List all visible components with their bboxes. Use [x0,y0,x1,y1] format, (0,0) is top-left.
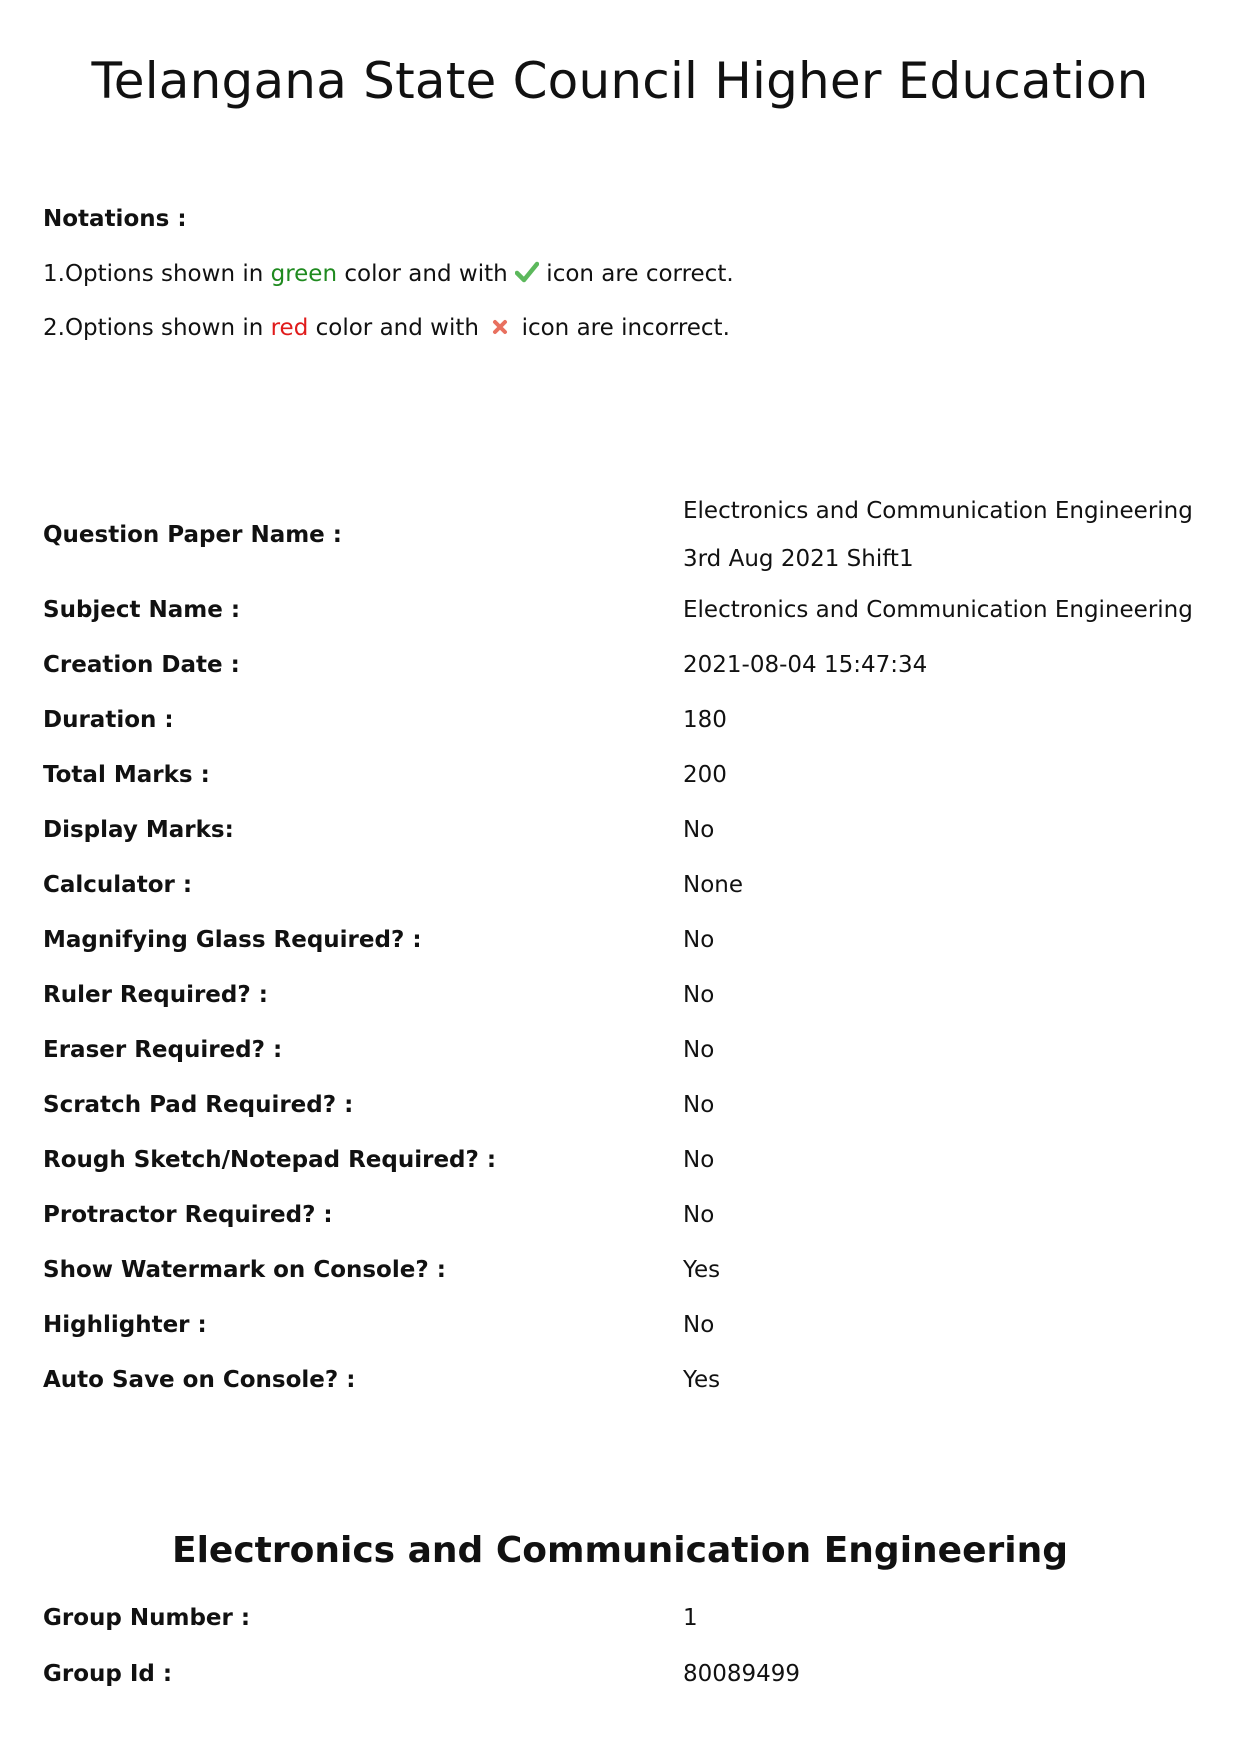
detail-value: Yes [683,1256,721,1283]
detail-label: Auto Save on Console? : [43,1366,356,1393]
notation-incorrect [43,313,1193,343]
detail-value: 180 [683,706,727,733]
section-title: Electronics and Communication Engineering [171,1530,1068,1571]
detail-value: No [683,926,715,953]
page-title: Telangana State Council Higher Education [91,52,1149,110]
detail-label: Highlighter : [43,1311,207,1338]
detail-row [43,1242,1213,1297]
notation-correct-prefix: 1.Options shown in [43,261,271,287]
detail-label: Question Paper Name : [43,522,342,548]
group-details-table [43,1590,1213,1702]
detail-value: No [683,816,715,843]
group-number-label: Group Number : [43,1605,251,1631]
detail-value: Electronics and Communication Engineering [683,596,1193,623]
group-id-label: Group Id : [43,1661,173,1687]
group-number-row [43,1590,1213,1646]
detail-row [43,1187,1213,1242]
detail-row [43,692,1213,747]
detail-label: Creation Date : [43,651,240,678]
detail-label: Duration : [43,706,174,733]
detail-row [43,1022,1213,1077]
detail-label: Scratch Pad Required? : [43,1091,354,1118]
detail-value [683,487,1213,583]
detail-value: 2021-08-04 15:47:34 [683,651,928,678]
group-id-value: 80089499 [683,1661,801,1687]
notation-incorrect-prefix: 2.Options shown in [43,315,271,341]
detail-row [43,1352,1213,1407]
detail-value: Yes [683,1366,721,1393]
detail-row [43,637,1213,692]
detail-label: Calculator : [43,871,193,898]
paper-details-table [43,486,1213,1407]
detail-row [43,747,1213,802]
detail-row [43,802,1213,857]
detail-value: No [683,981,715,1008]
notation-correct [43,259,1193,289]
cross-icon [492,315,508,345]
detail-label: Eraser Required? : [43,1036,283,1063]
detail-label: Magnifying Glass Required? : [43,926,422,953]
detail-value: No [683,1311,715,1338]
notation-correct-middle: color and with [337,261,515,287]
notations-block [43,204,1193,343]
detail-row [43,1297,1213,1352]
detail-row [43,1077,1213,1132]
detail-label: Rough Sketch/Notepad Required? : [43,1146,497,1173]
notation-incorrect-color-word: red [270,315,309,341]
notation-correct-suffix: icon are correct. [539,261,734,287]
check-icon [515,261,539,291]
detail-row [43,582,1213,637]
detail-label: Protractor Required? : [43,1201,333,1228]
detail-label: Display Marks: [43,816,234,843]
detail-row-question-paper-name [43,486,1213,584]
detail-value: 200 [683,761,727,788]
detail-value: None [683,871,744,898]
group-number-value: 1 [683,1605,698,1631]
detail-value: No [683,1201,715,1228]
detail-row [43,857,1213,912]
group-id-row [43,1646,1213,1702]
notation-correct-color-word: green [270,261,338,287]
detail-label: Total Marks : [43,761,210,788]
detail-label: Show Watermark on Console? : [43,1256,446,1283]
detail-value: No [683,1091,715,1118]
notation-incorrect-middle: color and with [308,315,487,341]
detail-row [43,967,1213,1022]
notation-incorrect-suffix: icon are incorrect. [514,315,730,341]
detail-value: No [683,1036,715,1063]
detail-value: No [683,1146,715,1173]
detail-row [43,912,1213,967]
detail-value-line: Electronics and Communication Engineering [683,498,1193,524]
detail-label: Ruler Required? : [43,981,268,1008]
detail-label: Subject Name : [43,596,241,623]
detail-value-line: 3rd Aug 2021 Shift1 [683,546,914,572]
notations-heading: Notations : [43,206,187,232]
detail-row [43,1132,1213,1187]
